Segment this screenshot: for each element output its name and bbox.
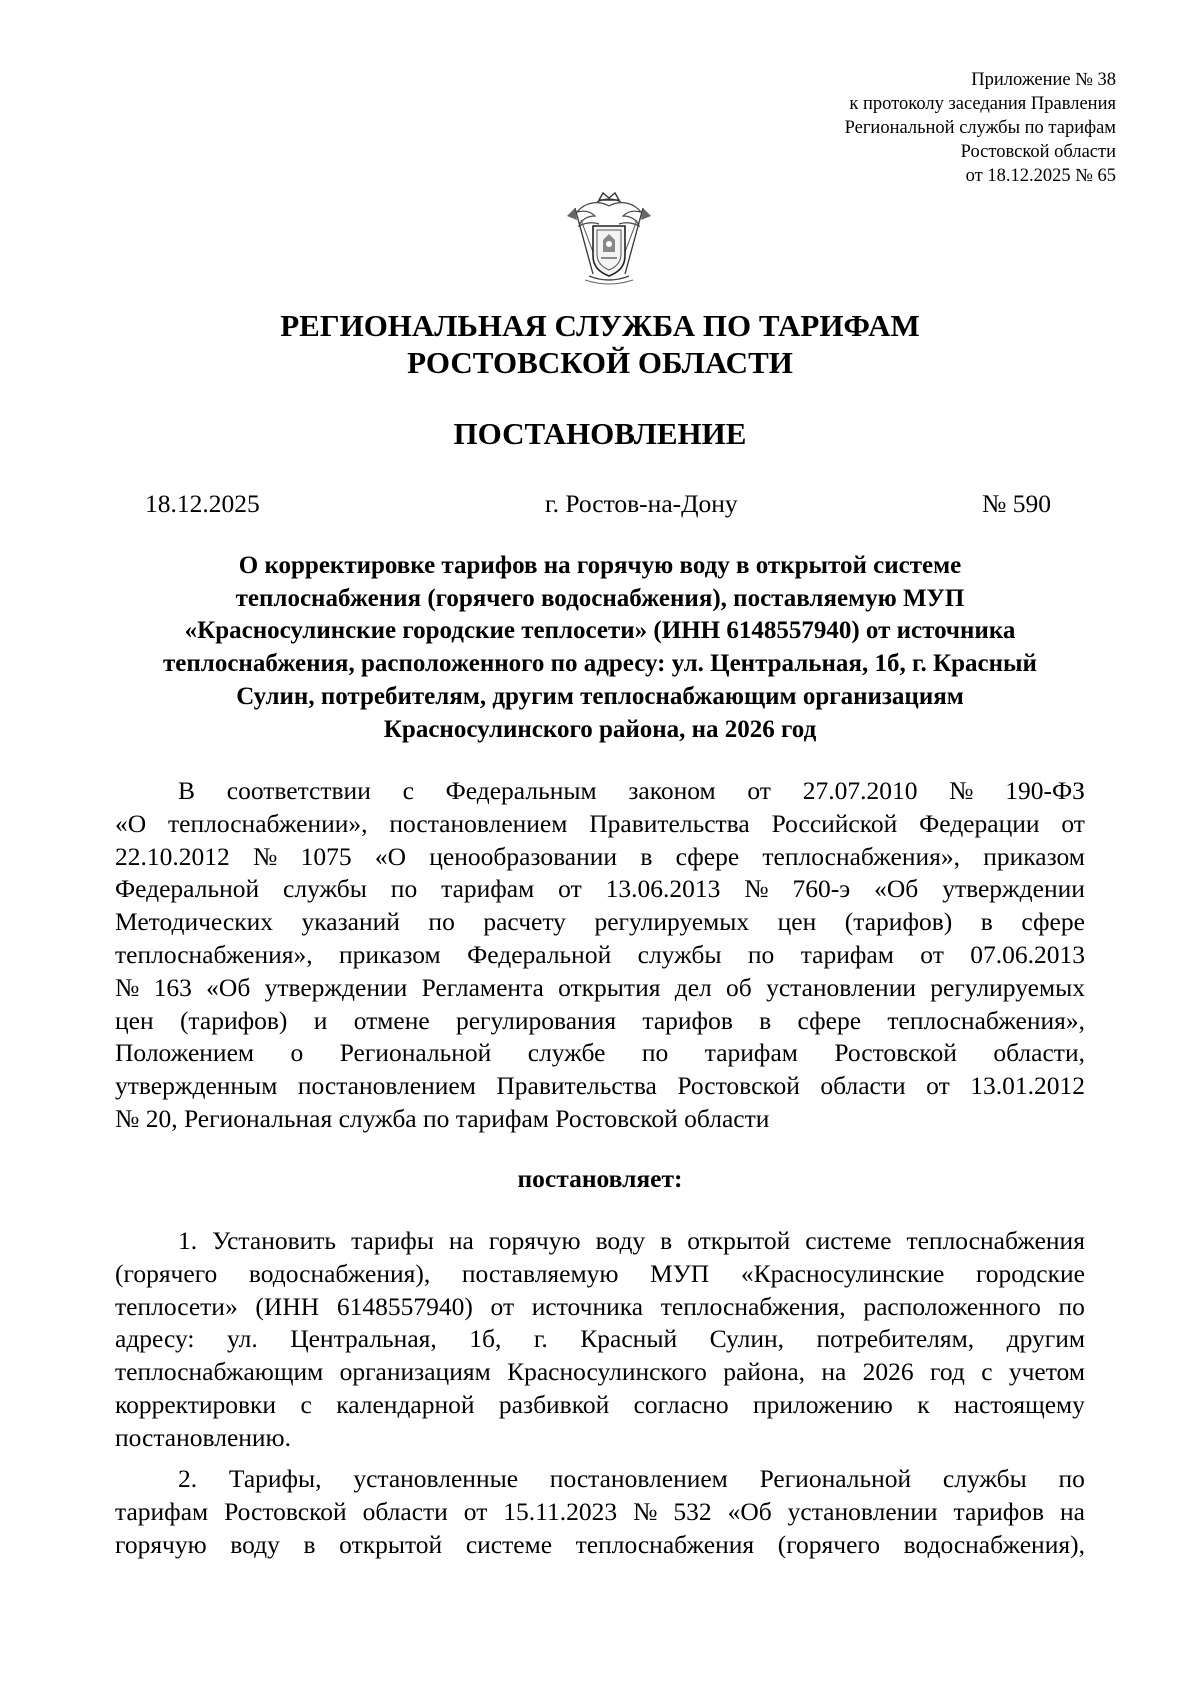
word: системе	[465, 1529, 553, 1559]
text-line	[115, 972, 1085, 1005]
word: от	[747, 776, 771, 805]
word: службы	[637, 939, 722, 969]
text-line	[115, 841, 1085, 874]
word: Федеральной	[467, 939, 612, 969]
word: Сулин,	[709, 1324, 784, 1354]
word: учетом	[1008, 1357, 1085, 1387]
word: 532	[673, 1496, 712, 1526]
word: в	[980, 907, 993, 937]
word: воду	[595, 1226, 646, 1255]
word: теплоснабжения,	[660, 1291, 846, 1321]
text-line	[115, 1037, 1085, 1070]
word: согласно	[633, 1389, 729, 1419]
word: теплоснабжения»,	[762, 841, 960, 871]
word: городские	[975, 1258, 1085, 1288]
word: 15.11.2023	[503, 1496, 618, 1526]
word: с	[402, 776, 414, 805]
text-line	[115, 1389, 1085, 1422]
agency-name-line: РЕГИОНАЛЬНАЯ СЛУЖБА ПО ТАРИФАМ	[280, 308, 920, 343]
word: 1075	[300, 841, 352, 871]
word: открытой	[339, 1529, 443, 1559]
word: соответствии	[226, 776, 371, 805]
word: в	[759, 1005, 772, 1035]
word: с	[300, 1389, 312, 1419]
word: постановлением	[389, 808, 568, 838]
word: от	[1061, 808, 1085, 838]
text-line	[115, 1496, 1085, 1529]
resolves-heading: постановляет:	[517, 1164, 683, 1193]
word: по	[1058, 1291, 1085, 1321]
word: (горячего	[777, 1529, 880, 1559]
word: приложению	[753, 1389, 893, 1419]
word: водоснабжения),	[248, 1258, 431, 1288]
word: Установить	[212, 1226, 337, 1255]
word: приказом	[983, 841, 1085, 871]
word: в	[660, 1226, 673, 1255]
word: постановлением	[297, 1071, 476, 1101]
word: теплоснабжении»,	[168, 808, 368, 838]
subject-line: теплоснабжения (горячего водоснабжения), поставляемую МУП	[235, 584, 965, 612]
word: области	[820, 1071, 906, 1101]
word: от	[926, 1071, 950, 1101]
word: Федеральной	[115, 874, 260, 904]
text-line	[115, 775, 1085, 808]
text-line: постановлению.	[115, 1422, 291, 1452]
word: 22.10.2012	[115, 841, 230, 871]
agency-name-line: РОСТОВСКОЙ ОБЛАСТИ	[407, 345, 793, 380]
document-type-title: ПОСТАНОВЛЕНИЕ	[453, 416, 747, 451]
word: горячую	[115, 1529, 207, 1559]
word: 2026	[862, 1357, 914, 1387]
word: 6148557940)	[336, 1291, 473, 1321]
word: 13.01.2012	[970, 1071, 1085, 1101]
word: 190-ФЗ	[1005, 776, 1085, 805]
decree-number: № 590	[982, 489, 1051, 518]
word: организациям	[339, 1357, 491, 1387]
word: Ростовской	[677, 1071, 800, 1101]
word: воду	[230, 1529, 280, 1559]
word: от	[490, 1291, 515, 1321]
word: по	[1058, 1464, 1085, 1493]
decree-subject	[110, 550, 1090, 746]
word: 760-э	[792, 874, 851, 904]
word: установлении	[766, 972, 916, 1002]
word: теплосети»	[115, 1291, 238, 1321]
word: на	[1059, 1496, 1085, 1526]
word: законом	[628, 776, 716, 805]
word: с	[981, 1357, 993, 1387]
word: Федеральным	[445, 776, 597, 805]
word: тарифам	[800, 939, 894, 969]
word: цен	[115, 1005, 154, 1035]
word: Положением	[115, 1038, 255, 1068]
word: службы	[283, 874, 367, 904]
word: Тарифы,	[228, 1464, 322, 1493]
word: ценообразовании	[429, 841, 618, 871]
word: 07.06.2013	[970, 939, 1085, 969]
word: Федерации	[919, 808, 1040, 838]
word: отмене	[353, 1005, 430, 1035]
word: к	[917, 1389, 930, 1419]
subject-line: «Красносулинские городские теплосети» (ИНН 6148557940) от источника	[184, 617, 1016, 645]
word: Региональной	[339, 1038, 492, 1068]
word: «О	[374, 841, 407, 871]
annex-line: к протоколу заседания Правления	[849, 94, 1116, 114]
word: г.	[533, 1324, 548, 1354]
word: сфере	[675, 841, 740, 871]
word: адресу:	[115, 1324, 195, 1354]
word: тарифам	[115, 1496, 209, 1526]
word: в	[640, 841, 653, 871]
word: ул.	[226, 1324, 258, 1354]
word: теплоснабжения	[906, 1226, 1085, 1255]
word: 1б,	[469, 1324, 502, 1354]
word: календарной	[336, 1389, 475, 1419]
word: сфере	[1021, 907, 1085, 937]
word: в	[303, 1529, 316, 1559]
annex-line: Ростовской области	[960, 142, 1116, 162]
word: от	[920, 939, 944, 969]
word: Центральная,	[290, 1324, 437, 1354]
word: теплоснабжающим	[115, 1357, 324, 1387]
word: регулируемых	[930, 972, 1085, 1002]
word: Правительства	[589, 808, 750, 838]
word: 1.	[178, 1226, 198, 1255]
text-line	[115, 1070, 1085, 1103]
word: корректировки	[115, 1389, 277, 1419]
word: постановлением	[549, 1464, 728, 1493]
word: настоящему	[954, 1389, 1085, 1419]
word: 13.06.2013	[605, 874, 721, 904]
word: Красный	[580, 1324, 678, 1354]
word: по	[641, 1038, 669, 1068]
word: района,	[723, 1357, 806, 1387]
word: (ИНН	[255, 1291, 320, 1321]
annex-line: от 18.12.2025 № 65	[965, 166, 1116, 186]
text-line: № 20, Региональная служба по тарифам Ростовской области	[115, 1103, 770, 1133]
word: Российской	[771, 808, 898, 838]
text-line	[115, 1225, 1085, 1258]
word: источника	[531, 1291, 644, 1321]
word: по	[390, 874, 418, 904]
word: «О	[115, 808, 147, 838]
word: по	[747, 939, 775, 969]
word: год	[930, 1357, 965, 1387]
text-line	[115, 1258, 1085, 1291]
decree-date: 18.12.2025	[145, 489, 260, 518]
word: установленные	[353, 1464, 519, 1493]
preamble-paragraph	[115, 775, 1085, 1136]
word: поставляемую	[461, 1258, 619, 1288]
annex-reference	[616, 68, 1116, 188]
subject-line: Красносулинского района, на 2026 год	[383, 715, 817, 743]
word: другим	[1006, 1324, 1085, 1354]
word: №	[633, 1496, 658, 1526]
word: 27.07.2010	[802, 776, 918, 805]
word: Регламента	[421, 972, 544, 1002]
word: от	[558, 874, 582, 904]
word: расчету	[483, 907, 566, 937]
word: и	[313, 1005, 328, 1035]
word: утверждении	[942, 874, 1085, 904]
word: области,	[993, 1038, 1085, 1068]
word: тарифов	[642, 1005, 733, 1035]
text-line	[115, 1291, 1085, 1324]
word: 163	[153, 972, 192, 1002]
word: Ростовской	[224, 1496, 347, 1526]
word: В	[178, 776, 196, 805]
word: приказом	[339, 939, 441, 969]
word: теплоснабжения	[575, 1529, 755, 1559]
word: службы	[942, 1464, 1027, 1493]
word: открытой	[687, 1226, 791, 1255]
word: «Об	[727, 1496, 772, 1526]
annex-line: Региональной службы по тарифам	[844, 118, 1116, 138]
word: тарифы	[351, 1226, 434, 1255]
word: №	[744, 874, 769, 904]
word: Методических	[115, 907, 273, 937]
word: Ростовской	[834, 1038, 957, 1068]
word: открытия	[558, 972, 661, 1002]
word: области	[362, 1496, 448, 1526]
dateline	[145, 489, 1051, 523]
word: утвержденным	[115, 1071, 278, 1101]
text-line	[115, 1005, 1085, 1038]
word: по	[428, 907, 455, 937]
text-line	[115, 1529, 1085, 1562]
word: расположенного	[863, 1291, 1041, 1321]
word: «Об	[874, 874, 919, 904]
subject-line: О корректировке тарифов на горячую воду в открытой системе	[238, 552, 962, 579]
word: теплоснабжения»,	[887, 1005, 1085, 1035]
word: 2.	[178, 1464, 198, 1493]
word: горячую	[488, 1226, 581, 1255]
word: потребителям,	[816, 1324, 975, 1354]
annex-line: Приложение № 38	[971, 70, 1116, 90]
text-line	[115, 906, 1085, 939]
word: МУП	[650, 1258, 710, 1288]
word: Красносулинского	[507, 1357, 707, 1387]
subject-line: теплоснабжения, расположенного по адресу: ул. Центральная, 1б, г. Красный	[163, 650, 1037, 678]
word: (тарифов)	[179, 1005, 288, 1035]
word: «Об	[206, 972, 251, 1002]
coat-of-arms-icon	[563, 190, 655, 286]
word: на	[821, 1357, 847, 1387]
word: утверждении	[264, 972, 408, 1002]
word: об	[726, 972, 752, 1002]
word: «Красносулинские	[740, 1258, 945, 1288]
word: установлении	[787, 1496, 938, 1526]
decree-city: г. Ростов-на-Дону	[545, 489, 738, 518]
word: на	[448, 1226, 474, 1255]
word: теплоснабжения»,	[115, 939, 313, 969]
text-line	[115, 1323, 1085, 1356]
word: разбивкой	[498, 1389, 610, 1419]
word: тарифов	[953, 1496, 1045, 1526]
word: от	[463, 1496, 488, 1526]
word: указаний	[301, 907, 400, 937]
text-line	[115, 808, 1085, 841]
agency-name	[100, 307, 1100, 381]
text-line	[115, 873, 1085, 906]
paragraph-1	[115, 1225, 1085, 1455]
word: Региональной	[759, 1464, 912, 1493]
word: сфере	[797, 1005, 862, 1035]
word: водоснабжения),	[903, 1529, 1085, 1559]
text-line	[115, 1463, 1085, 1496]
text-line	[115, 1356, 1085, 1389]
word: тарифам	[441, 874, 535, 904]
word: №	[253, 841, 278, 871]
word: цен	[777, 907, 817, 937]
text-line	[115, 939, 1085, 972]
word: системе	[805, 1226, 892, 1255]
word: дел	[674, 972, 712, 1002]
paragraph-2	[115, 1463, 1085, 1561]
word: (горячего	[115, 1258, 218, 1288]
word: (тарифов)	[844, 907, 953, 937]
word: №	[949, 776, 974, 805]
word: регулируемых	[594, 907, 750, 937]
word: службе	[527, 1038, 606, 1068]
subject-line: Сулин, потребителям, другим теплоснабжающим организациям	[236, 682, 964, 710]
word: №	[115, 972, 140, 1002]
word: Правительства	[496, 1071, 657, 1101]
word: тарифам	[704, 1038, 798, 1068]
word: о	[290, 1038, 304, 1068]
word: регулирования	[455, 1005, 617, 1035]
